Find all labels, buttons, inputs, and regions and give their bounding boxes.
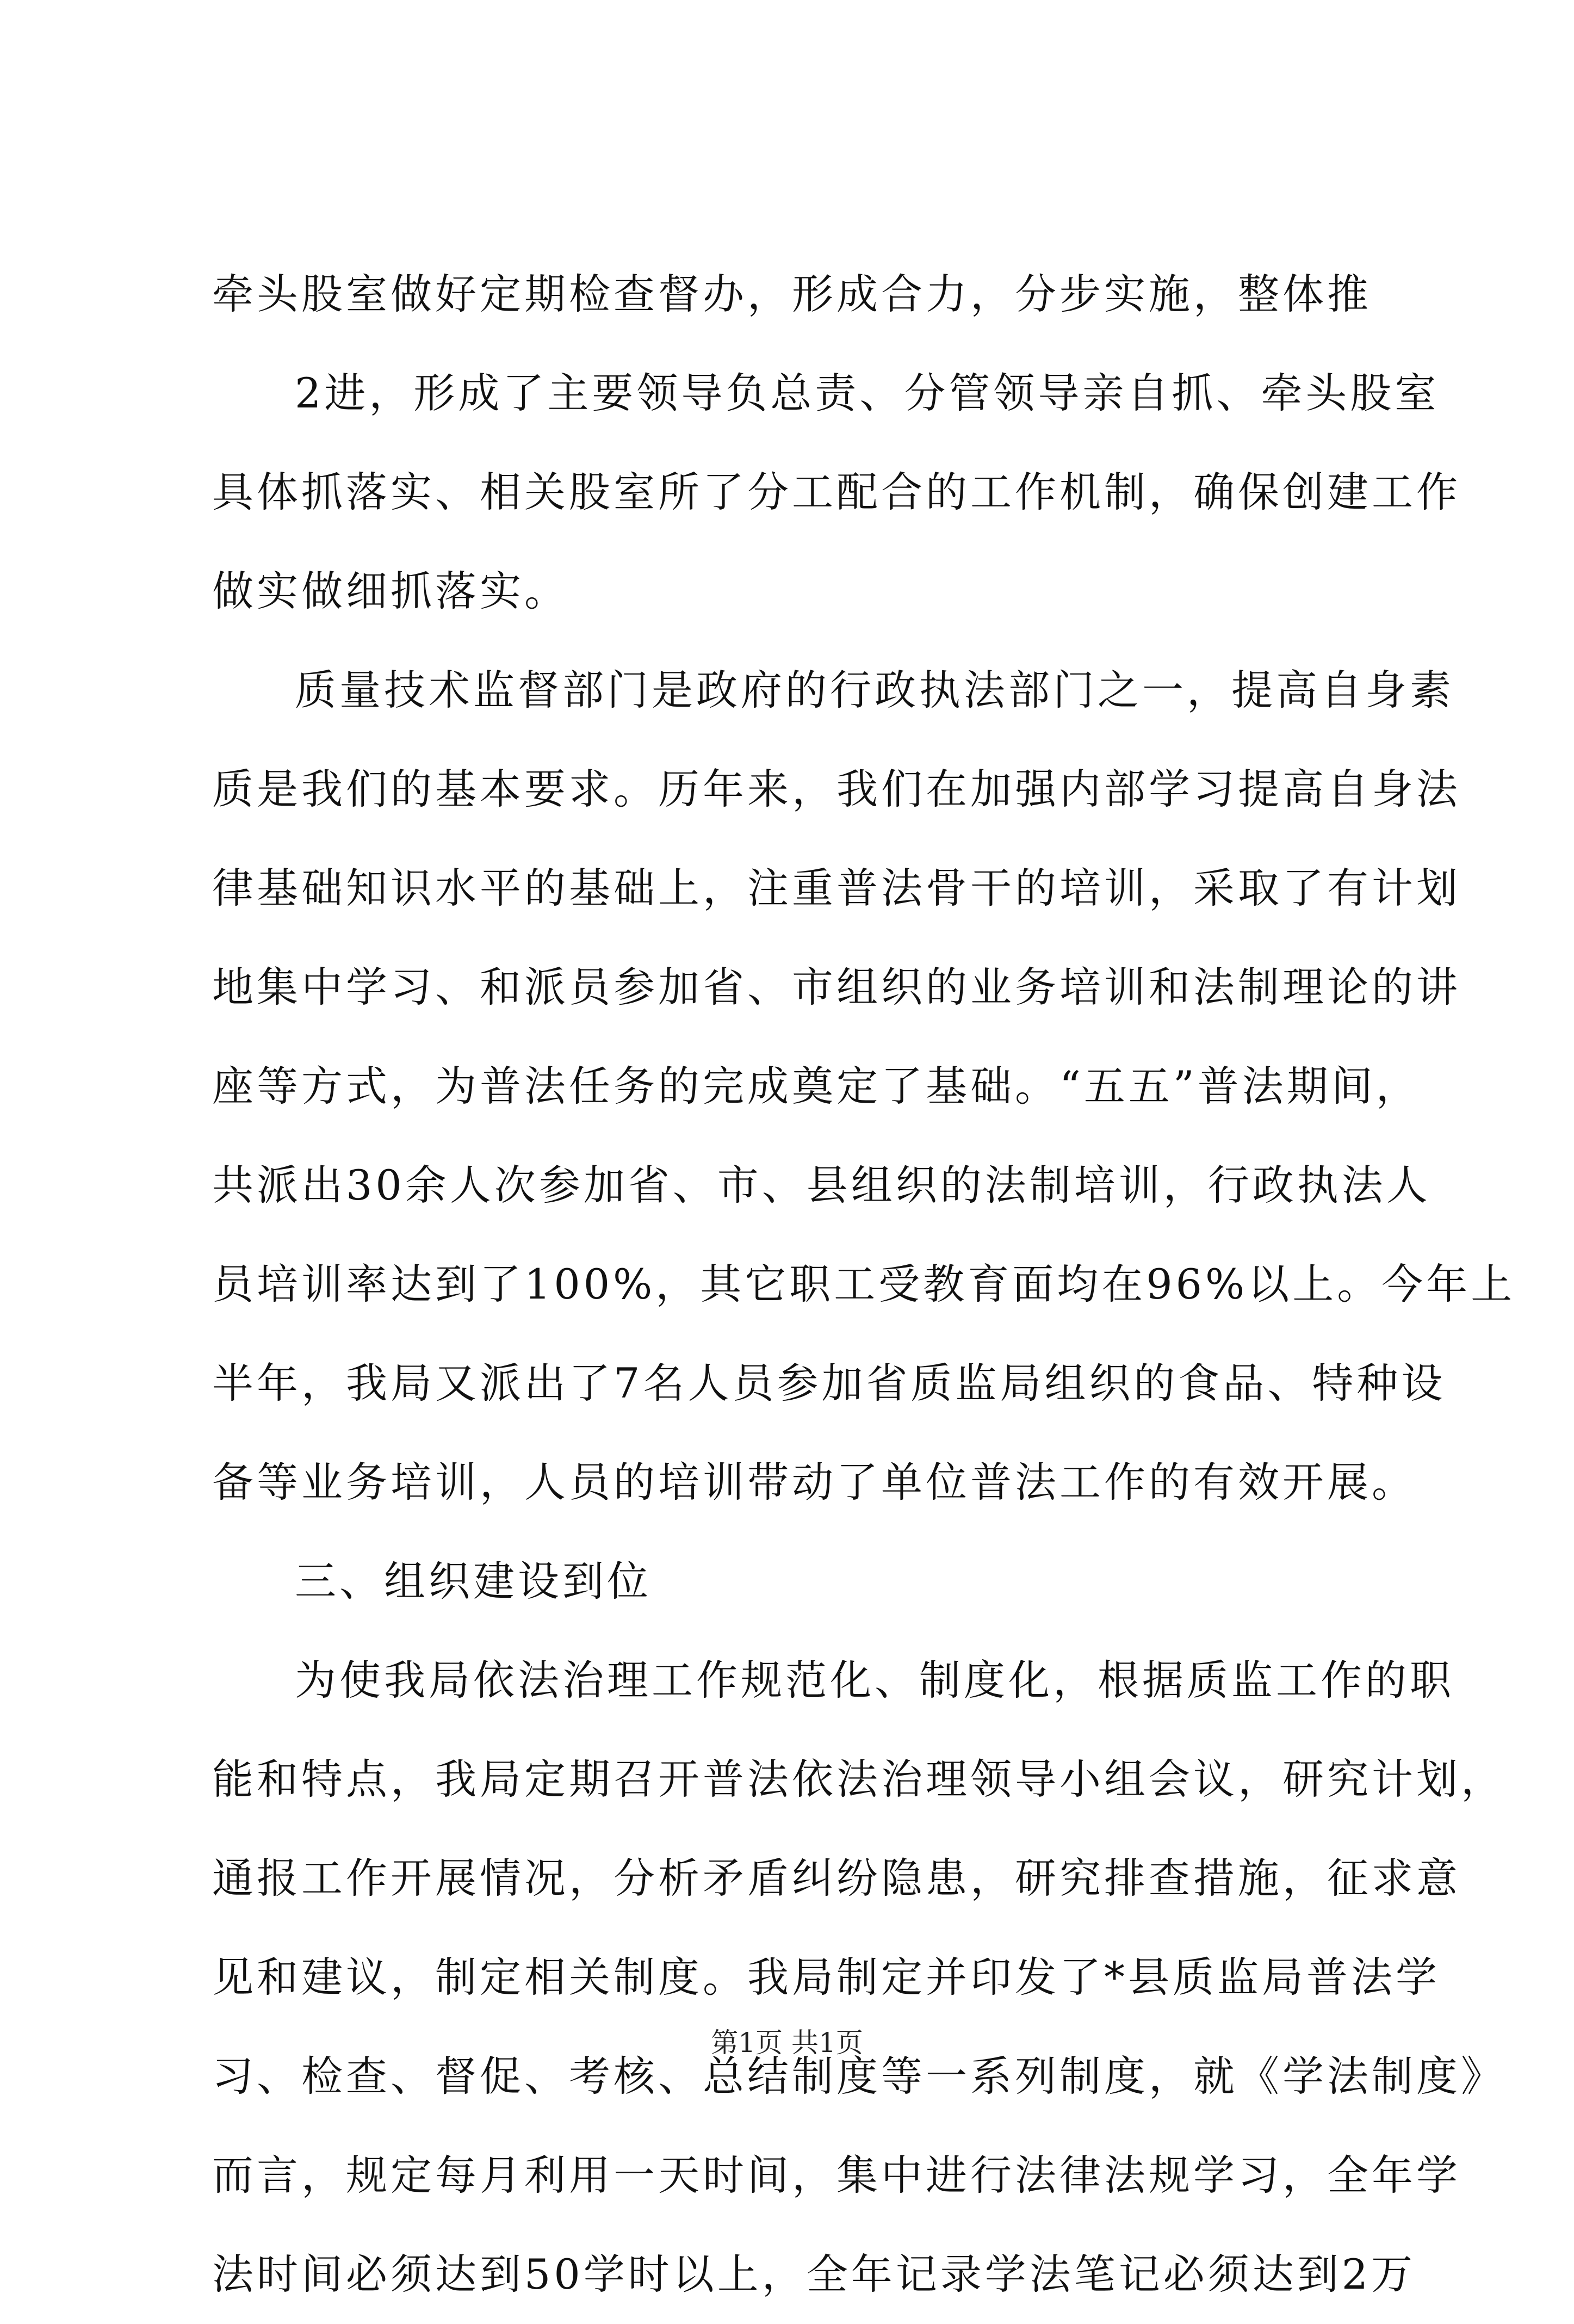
paragraph-line: 牵头股室做好定期检查督办，形成合力，分步实施，整体推 [212, 270, 1372, 318]
document-body [212, 245, 1516, 2324]
paragraph-line: 做实做细抓落实。 [212, 567, 569, 615]
paragraph-line: 法时间必须达到50学时以上，全年记录学法笔记必须达到2万 [212, 2250, 1416, 2298]
paragraph-line: 质是我们的基本要求。历年来，我们在加强内部学习提高自身法 [212, 765, 1461, 813]
paragraph-line: 座等方式，为普法任务的完成奠定了基础。“五五”普法期间， [212, 1062, 1421, 1110]
paragraph-line: 通报工作开展情况，分析矛盾纠纷隐患，研究排查措施，征求意 [212, 1854, 1461, 1902]
paragraph-line: 质量技术监督部门是政府的行政执法部门之一，提高自身素 [295, 666, 1454, 714]
section-heading: 三、组织建设到位 [295, 1557, 652, 1605]
page-footer: 第1页 共1页 [711, 2027, 863, 2059]
paragraph-line: 见和建议，制定相关制度。我局制定并印发了*县质监局普法学 [212, 1953, 1440, 2001]
paragraph-line: 具体抓落实、相关股室所了分工配合的工作机制，确保创建工作 [212, 468, 1461, 516]
paragraph-line: 能和特点，我局定期召开普法依法治理领导小组会议，研究计划， [212, 1755, 1505, 1803]
paragraph-line: 习、检查、督促、考核、总结制度等一系列制度，就《学法制度》 [212, 2052, 1505, 2100]
paragraph-line: 员培训率达到了100%，其它职工受教育面均在96%以上。今年上 [212, 1260, 1516, 1308]
paragraph-line: 地集中学习、和派员参加省、市组织的业务培训和法制理论的讲 [212, 963, 1461, 1011]
paragraph-line: 备等业务培训，人员的培训带动了单位普法工作的有效开展。 [212, 1458, 1416, 1506]
paragraph-line: 共派出30余人次参加省、市、县组织的法制培训，行政执法人 [212, 1161, 1431, 1209]
paragraph-line: 半年，我局又派出了7名人员参加省质监局组织的食品、特种设 [212, 1359, 1446, 1407]
paragraph-line: 为使我局依法治理工作规范化、制度化，根据质监工作的职 [295, 1656, 1454, 1704]
paragraph-line: 而言，规定每月利用一天时间，集中进行法律法规学习，全年学 [212, 2151, 1461, 2199]
paragraph-line: 2进，形成了主要领导负总责、分管领导亲自抓、牵头股室 [295, 369, 1440, 417]
paragraph-line: 律基础知识水平的基础上，注重普法骨干的培训，采取了有计划 [212, 864, 1461, 912]
